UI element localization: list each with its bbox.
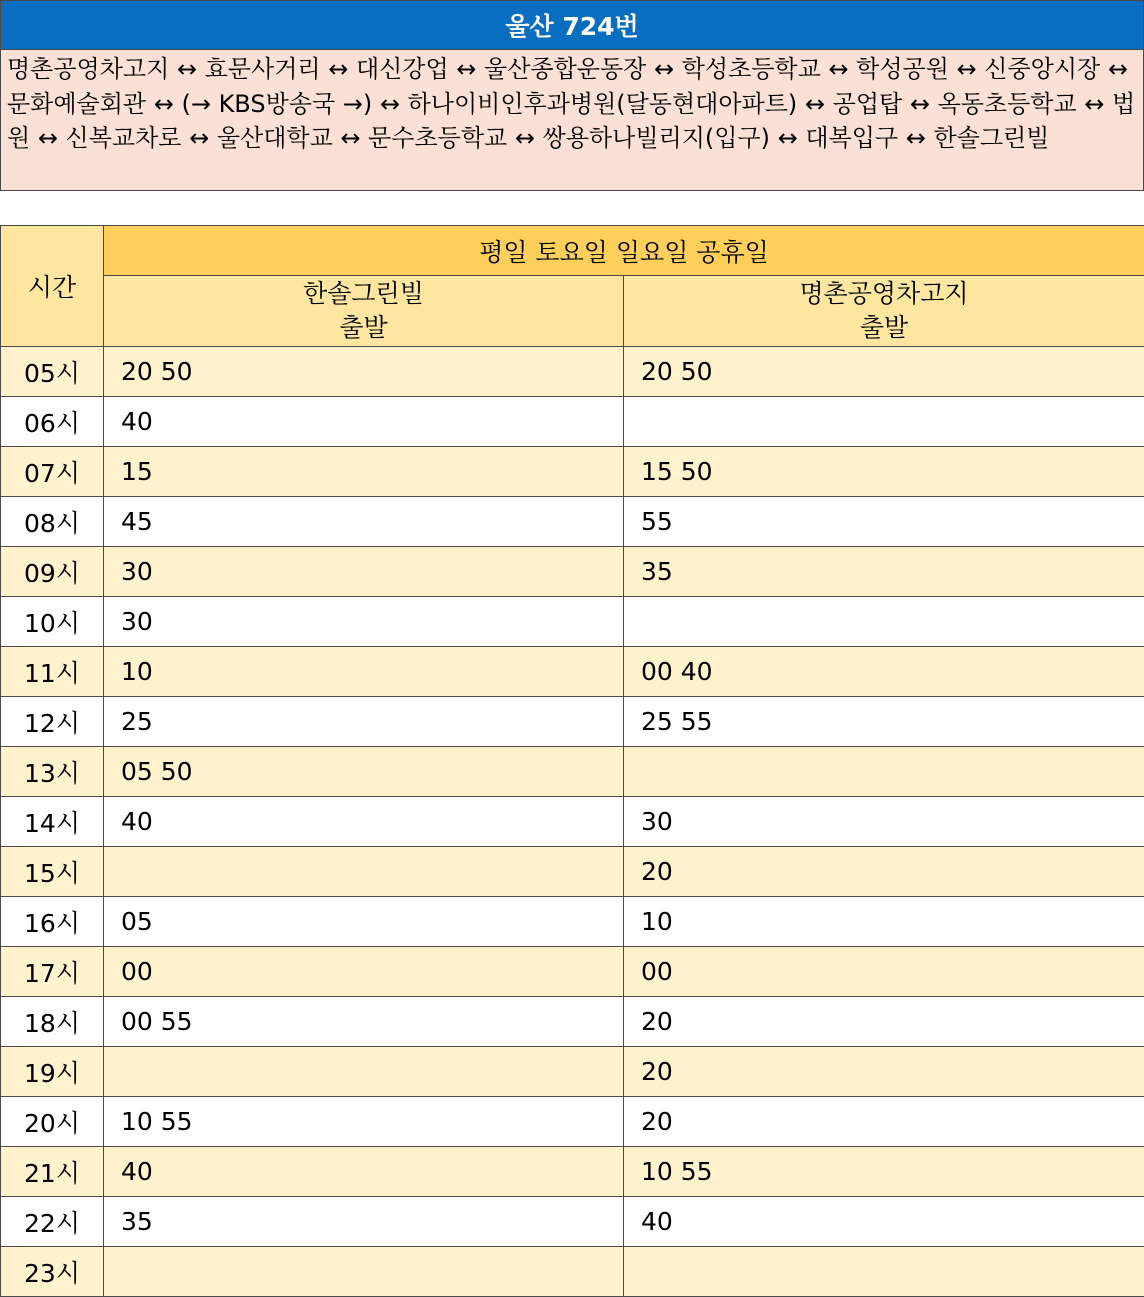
hansol-departure-cell [104, 847, 624, 897]
table-row [1, 1247, 1144, 1297]
myeongchon-departure-cell: 10 55 [624, 1147, 1144, 1197]
hansol-departure-cell [104, 1247, 624, 1297]
table-row [1, 397, 1144, 447]
hansol-departure-header [104, 276, 624, 347]
table-row [1, 897, 1144, 947]
myeongchon-departure-cell: 00 40 [624, 647, 1144, 697]
myeongchon-departure-cell: 35 [624, 547, 1144, 597]
myeongchon-departure-cell: 00 [624, 947, 1144, 997]
myeongchon-departure-cell: 30 [624, 797, 1144, 847]
hansol-departure-cell: 10 55 [104, 1097, 624, 1147]
table-row [1, 497, 1144, 547]
hour-cell: 10시 [1, 597, 104, 647]
day-type-header: 평일 토요일 일요일 공휴일 [104, 226, 1144, 276]
timetable-body [1, 347, 1144, 1297]
hour-cell: 19시 [1, 1047, 104, 1097]
myeongchon-departure-cell: 20 [624, 847, 1144, 897]
table-row [1, 1197, 1144, 1247]
myeongchon-departure-cell: 55 [624, 497, 1144, 547]
hour-cell: 17시 [1, 947, 104, 997]
page-title: 울산 724번 [0, 0, 1144, 50]
myeongchon-departure-cell [624, 1247, 1144, 1297]
hour-cell: 20시 [1, 1097, 104, 1147]
table-row [1, 1147, 1144, 1197]
myeongchon-departure-cell: 20 [624, 997, 1144, 1047]
hansol-departure-cell: 15 [104, 447, 624, 497]
hour-cell: 14시 [1, 797, 104, 847]
hour-cell: 07시 [1, 447, 104, 497]
table-row [1, 647, 1144, 697]
table-row [1, 1097, 1144, 1147]
hour-cell: 11시 [1, 647, 104, 697]
myeongchon-departure-cell: 40 [624, 1197, 1144, 1247]
hour-cell: 16시 [1, 897, 104, 947]
table-row [1, 547, 1144, 597]
table-row [1, 597, 1144, 647]
hansol-departure-cell: 30 [104, 547, 624, 597]
hour-cell: 08시 [1, 497, 104, 547]
myeongchon-departure-cell [624, 747, 1144, 797]
myeongchon-departure-cell [624, 597, 1144, 647]
hansol-departure-cell: 00 55 [104, 997, 624, 1047]
hansol-header-line2: 출발 [104, 311, 623, 345]
hour-cell: 15시 [1, 847, 104, 897]
hansol-departure-cell: 45 [104, 497, 624, 547]
hansol-departure-cell: 30 [104, 597, 624, 647]
hansol-departure-cell [104, 1047, 624, 1097]
hansol-departure-cell: 10 [104, 647, 624, 697]
spacer [0, 191, 1144, 225]
table-row [1, 847, 1144, 897]
hansol-departure-cell: 40 [104, 797, 624, 847]
hansol-departure-cell: 05 [104, 897, 624, 947]
hour-cell: 06시 [1, 397, 104, 447]
hour-cell: 18시 [1, 997, 104, 1047]
table-row [1, 347, 1144, 397]
hour-cell: 09시 [1, 547, 104, 597]
table-row [1, 447, 1144, 497]
hansol-departure-cell: 35 [104, 1197, 624, 1247]
myeongchon-header-line1: 명촌공영차고지 [624, 277, 1144, 311]
myeongchon-departure-cell: 25 55 [624, 697, 1144, 747]
hansol-departure-cell: 00 [104, 947, 624, 997]
table-row [1, 697, 1144, 747]
myeongchon-departure-cell: 15 50 [624, 447, 1144, 497]
hansol-departure-cell: 40 [104, 1147, 624, 1197]
hansol-departure-cell: 05 50 [104, 747, 624, 797]
hansol-departure-cell: 20 50 [104, 347, 624, 397]
hansol-departure-cell: 25 [104, 697, 624, 747]
myeongchon-departure-cell [624, 397, 1144, 447]
hansol-departure-cell: 40 [104, 397, 624, 447]
table-row [1, 747, 1144, 797]
myeongchon-departure-cell: 20 [624, 1097, 1144, 1147]
table-row [1, 947, 1144, 997]
hour-cell: 12시 [1, 697, 104, 747]
myeongchon-departure-cell: 10 [624, 897, 1144, 947]
myeongchon-departure-cell: 20 50 [624, 347, 1144, 397]
timetable [0, 225, 1144, 1297]
hour-cell: 23시 [1, 1247, 104, 1297]
hour-cell: 05시 [1, 347, 104, 397]
table-row [1, 997, 1144, 1047]
myeongchon-departure-cell: 20 [624, 1047, 1144, 1097]
table-row [1, 1047, 1144, 1097]
route-description: 명촌공영차고지 ↔ 효문사거리 ↔ 대신강업 ↔ 울산종합운동장 ↔ 학성초등학교 ↔ 학성공원 ↔ 신중앙시장 ↔ 문화예술회관 ↔ (→ KBS방송국 →) ↔ 하나이비인후과병원(달동현대아파트) ↔ 공업탑 ↔ 옥동초등학교 ↔ 법원 ↔ 신복교차로 ↔ 울산대학교 ↔ 문수초등학교 ↔ 쌍용하나빌리지(입구) ↔ 대복입구 ↔ 한솔그린빌 [0, 50, 1144, 191]
hour-cell: 22시 [1, 1197, 104, 1247]
hour-cell: 21시 [1, 1147, 104, 1197]
hour-cell: 13시 [1, 747, 104, 797]
myeongchon-header-line2: 출발 [624, 311, 1144, 345]
myeongchon-departure-header [624, 276, 1144, 347]
table-row [1, 797, 1144, 847]
hour-column-header: 시간 [1, 226, 104, 347]
hansol-header-line1: 한솔그린빌 [104, 277, 623, 311]
